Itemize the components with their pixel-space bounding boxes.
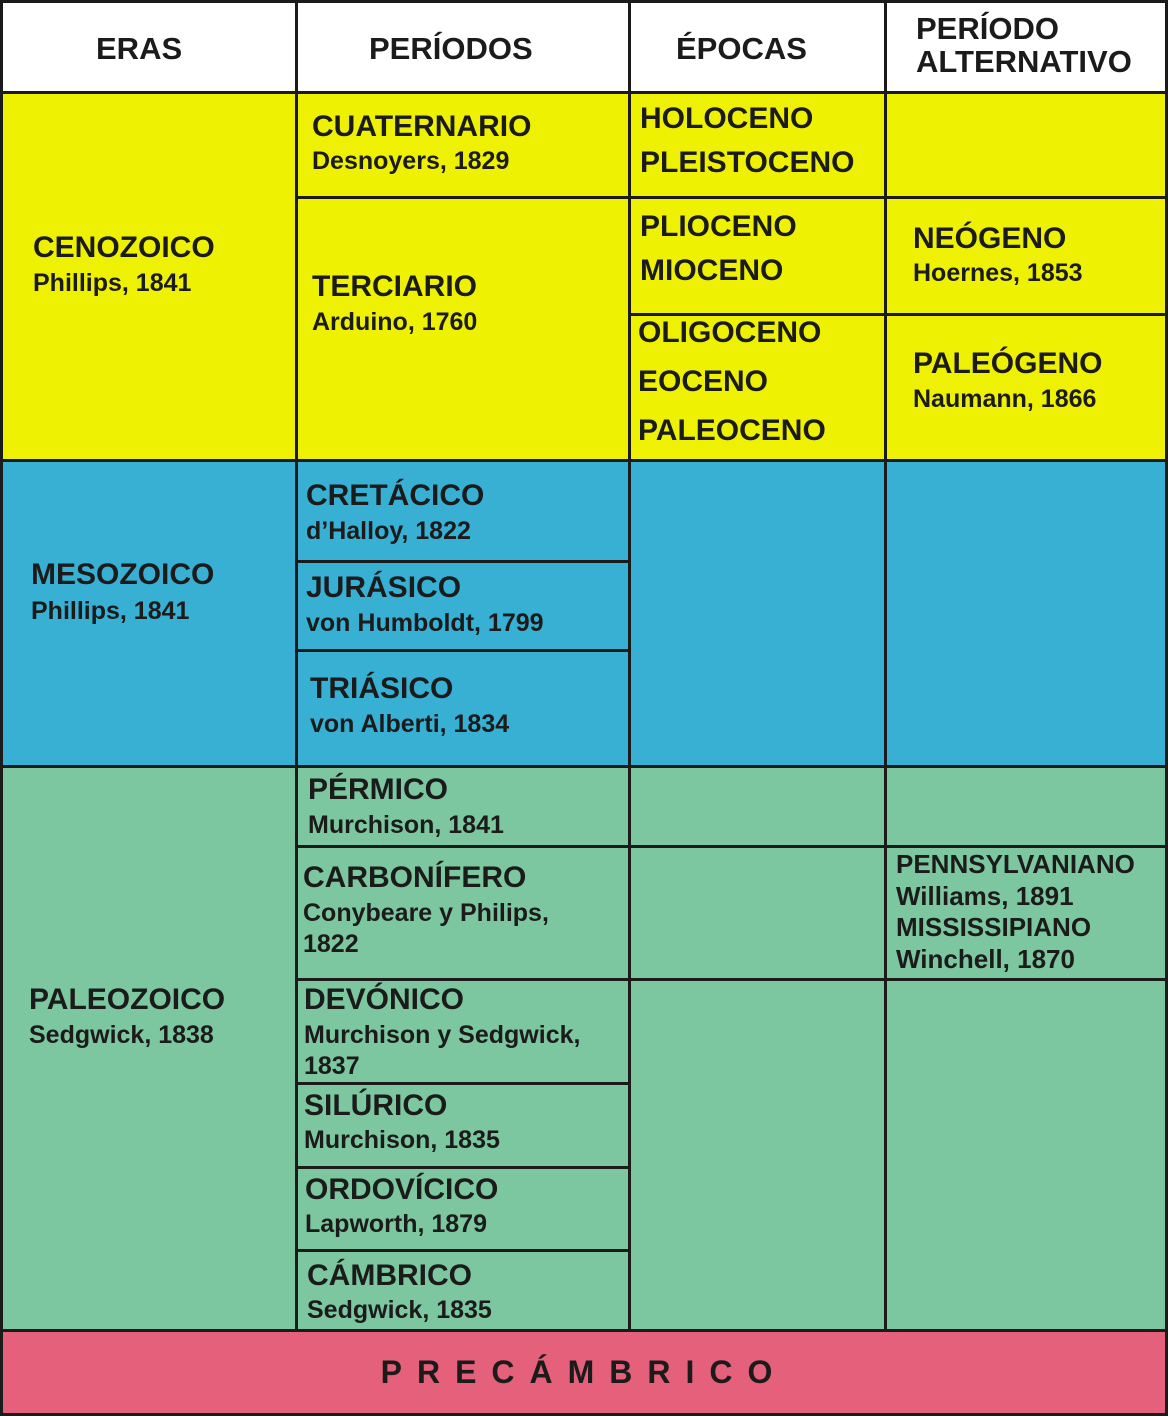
header-eras: ERAS (96, 31, 183, 66)
alt-mississipiano-name: MISSISSIPIANO (896, 912, 1092, 942)
divider-ordovicico (295, 1249, 631, 1252)
era-mesozoico-author: Phillips, 1841 (31, 597, 190, 625)
epoch-mioceno: MIOCENO (640, 254, 784, 287)
era-paleozoico-author: Sedgwick, 1838 (29, 1021, 214, 1049)
alt-mississipiano-author: Winchell, 1870 (896, 944, 1075, 974)
period-permico-name: PÉRMICO (308, 773, 449, 806)
epoch-oligoceno: OLIGOCENO (638, 316, 822, 349)
header-alternativo: PERÍODO ALTERNATIVO (916, 11, 1132, 79)
border-left (0, 0, 3, 1416)
period-cambrico-name: CÁMBRICO (307, 1259, 472, 1292)
alt-pennsylvaniano-author: Williams, 1891 (896, 881, 1074, 911)
divider-mesozoic (0, 765, 1168, 768)
period-silurico-author: Murchison, 1835 (304, 1126, 500, 1154)
alt-paleogeno-author: Naumann, 1866 (913, 385, 1097, 413)
period-ordovicico-author: Lapworth, 1879 (305, 1210, 487, 1238)
period-cuaternario-author: Desnoyers, 1829 (312, 147, 510, 175)
epoch-holoceno: HOLOCENO (640, 102, 814, 135)
alt-neogeno-name: NEÓGENO (913, 222, 1067, 255)
divider-carbonifero (295, 978, 1168, 981)
divider-eras (295, 0, 298, 1331)
divider-periods (628, 0, 631, 1331)
period-carbonifero-author: Conybeare y Philips, 1822 (303, 899, 549, 958)
period-ordovicico-name: ORDOVÍCICO (305, 1173, 499, 1206)
header-periodos: PERÍODOS (369, 31, 533, 66)
period-devonico-author: Murchison y Sedgwick, 1837 (304, 1021, 581, 1080)
period-jurasico-author: von Humboldt, 1799 (306, 609, 544, 637)
alt-neogeno-author: Hoernes, 1853 (913, 259, 1083, 287)
era-mesozoico-name: MESOZOICO (31, 558, 215, 591)
epoch-eoceno: EOCENO (638, 365, 769, 398)
period-permico-author: Murchison, 1841 (308, 811, 504, 839)
era-cenozoico-author: Phillips, 1841 (33, 269, 192, 297)
period-carbonifero-name: CARBONÍFERO (303, 861, 527, 894)
header-epocas: ÉPOCAS (676, 31, 807, 66)
period-terciario-author: Arduino, 1760 (312, 308, 478, 336)
divider-cenozoic (0, 459, 1168, 462)
period-triasico-name: TRIÁSICO (310, 672, 454, 705)
alt-paleogeno-name: PALEÓGENO (913, 347, 1103, 380)
divider-paleozoic (0, 1329, 1168, 1332)
divider-header (0, 91, 1168, 94)
epoch-pleistoceno: PLEISTOCENO (640, 146, 855, 179)
divider-permico (295, 845, 1168, 848)
period-cretacico-name: CRETÁCICO (306, 479, 485, 512)
divider-devonico (295, 1082, 631, 1085)
period-jurasico-name: JURÁSICO (306, 571, 462, 604)
epoch-paleoceno: PALEOCENO (638, 414, 826, 447)
period-cretacico-author: d’Halloy, 1822 (306, 517, 471, 545)
precambrian-label: PRECÁMBRICO (380, 1354, 788, 1390)
era-paleozoico-name: PALEOZOICO (29, 983, 226, 1016)
divider-cuaternario (295, 196, 1168, 199)
divider-jurasico (295, 649, 631, 652)
divider-cretacico (295, 560, 631, 563)
period-terciario-name: TERCIARIO (312, 270, 477, 303)
period-silurico-name: SILÚRICO (304, 1089, 448, 1122)
era-cenozoico-name: CENOZOICO (33, 231, 215, 264)
alt-pennsylvaniano-name: PENNSYLVANIANO (896, 849, 1135, 879)
border-top (0, 0, 1168, 3)
epoch-plioceno: PLIOCENO (640, 210, 797, 243)
period-triasico-author: von Alberti, 1834 (310, 710, 510, 738)
divider-epochs (884, 0, 887, 1331)
period-cambrico-author: Sedgwick, 1835 (307, 1296, 492, 1324)
period-cuaternario-name: CUATERNARIO (312, 110, 532, 143)
divider-silurico (295, 1166, 631, 1169)
period-devonico-name: DEVÓNICO (304, 983, 465, 1016)
